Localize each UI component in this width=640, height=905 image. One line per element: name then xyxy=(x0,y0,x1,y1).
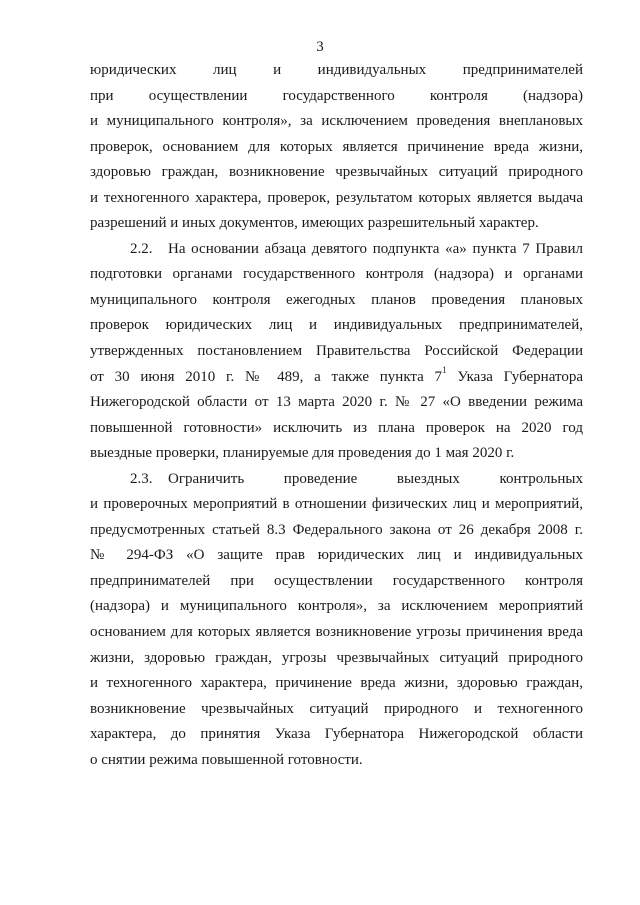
paragraph-2-2 xyxy=(90,237,583,467)
superscript: 1 xyxy=(442,364,447,375)
text-segment: от 30 июня 2010 г. № 489, а также пункта 7 xyxy=(90,368,443,385)
text-line: проверок, основанием для которых является причинение вреда жизни, xyxy=(90,138,583,155)
text-line: юридических лиц и индивидуальных предпринимателей xyxy=(90,62,583,78)
text-line: (надзора) и муниципального контроля», за исключением мероприятий xyxy=(90,598,583,615)
text-line: и техногенного характера, проверок, результатом которых является выдача xyxy=(90,189,583,206)
text-line: жизни, здоровью граждан, угрозы чрезвычайных ситуаций природного xyxy=(90,649,583,666)
text-segment: Указа Губернатора xyxy=(446,368,583,385)
text-line: при осуществлении государственного контроля (надзора) xyxy=(90,87,583,104)
text-line: повышенной готовности» исключить из плана проверок на 2020 год xyxy=(90,419,583,436)
text-line xyxy=(90,365,583,391)
text-line: выездные проверки, планируемые для проведения до 1 мая 2020 г. xyxy=(90,445,515,462)
text-line: № 294-ФЗ «О защите прав юридических лиц и индивидуальных xyxy=(90,547,583,564)
text-line: предпринимателей при осуществлении государственного контроля xyxy=(90,572,583,589)
document-body xyxy=(90,58,583,773)
text-line: разрешений и иных документов, имеющих разрешительный характер. xyxy=(90,215,539,232)
clause-text: На основании абзаца девятого подпункта «а» пункта 7 Правил xyxy=(168,240,583,257)
paragraph-2-3 xyxy=(90,467,583,774)
text-line: и техногенного характера, причинение вреда жизни, здоровью граждан, xyxy=(90,675,583,692)
text-line xyxy=(90,467,583,493)
text-line: и проверочных мероприятий в отношении физических лиц и мероприятий, xyxy=(90,496,583,513)
paragraph-continuation xyxy=(90,58,583,237)
text-line xyxy=(90,237,583,263)
text-line: возникновение чрезвычайных ситуаций природного и техногенного xyxy=(90,700,583,717)
text-line: проверок юридических лиц и индивидуальных предпринимателей, xyxy=(90,317,583,334)
clause-text: Ограничить проведение выездных контрольных xyxy=(168,470,583,487)
text-line: характера, до принятия Указа Губернатора Нижегородской области xyxy=(90,726,583,743)
text-line: и муниципального контроля», за исключением проведения внеплановых xyxy=(90,113,583,130)
page-number: 3 xyxy=(316,39,324,55)
text-line: утвержденных постановлением Правительства Российской Федерации xyxy=(90,343,583,360)
clause-number: 2.3. xyxy=(130,470,153,487)
text-line: здоровью граждан, возникновение чрезвычайных ситуаций природного xyxy=(90,164,583,181)
text-line: предусмотренных статьей 8.3 Федерального закона от 26 декабря 2008 г. xyxy=(90,521,583,538)
clause-number: 2.2. xyxy=(130,240,153,257)
text-line: Нижегородской области от 13 марта 2020 г. № 27 «О введении режима xyxy=(90,394,583,411)
text-line: основанием для которых является возникновение угрозы причинения вреда xyxy=(90,624,583,641)
text-line: муниципального контроля ежегодных планов проведения плановых xyxy=(90,291,583,308)
text-line: подготовки органами государственного контроля (надзора) и органами xyxy=(90,266,583,283)
text-line: о снятии режима повышенной готовности. xyxy=(90,751,363,768)
